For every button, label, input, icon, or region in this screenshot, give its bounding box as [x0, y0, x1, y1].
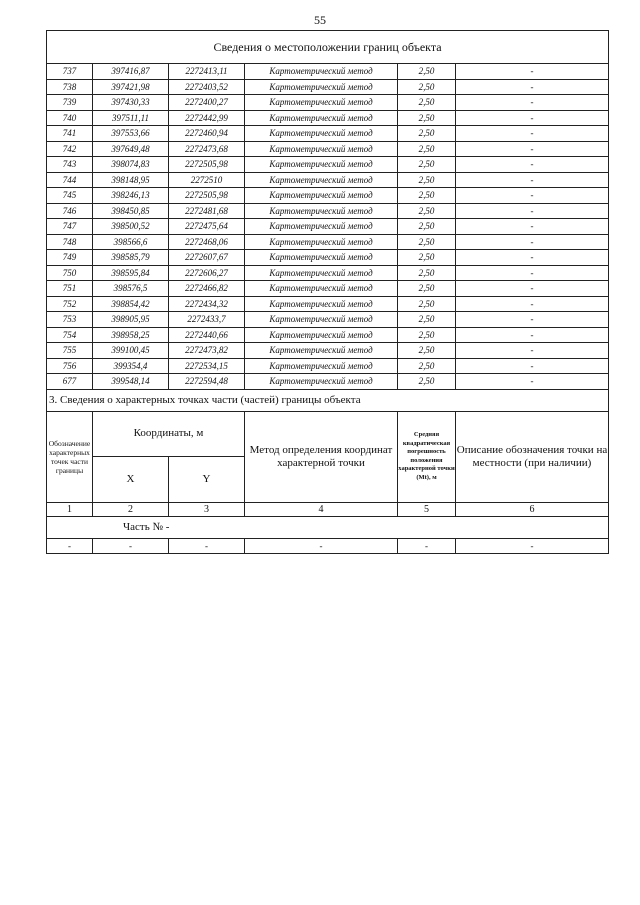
cell-desc: -: [456, 312, 609, 328]
table-row: [47, 219, 609, 235]
cell-n: 737: [47, 64, 93, 80]
cell-desc: -: [456, 296, 609, 312]
cell-mt: 2,50: [398, 157, 456, 173]
cell-y: 2272505,98: [169, 157, 245, 173]
cell-y: 2272460,94: [169, 126, 245, 142]
cell-x: 398958,25: [93, 327, 169, 343]
cell-n: 752: [47, 296, 93, 312]
table-row: [47, 157, 609, 173]
cell-desc: -: [456, 172, 609, 188]
cell-method: Картометрический метод: [245, 234, 398, 250]
cell-n: 677: [47, 374, 93, 390]
cell-y: 2272594,48: [169, 374, 245, 390]
cell-method: Картометрический метод: [245, 64, 398, 80]
header-y: Y: [169, 457, 245, 503]
cell-desc: -: [456, 157, 609, 173]
cell-x: 397511,11: [93, 110, 169, 126]
cell-n: 741: [47, 126, 93, 142]
cell-desc: -: [456, 327, 609, 343]
column-number: 5: [398, 502, 456, 516]
cell-y: 2272403,52: [169, 79, 245, 95]
cell-n: 744: [47, 172, 93, 188]
cell-x: 398576,5: [93, 281, 169, 297]
cell-mt: 2,50: [398, 110, 456, 126]
cell-method: Картометрический метод: [245, 327, 398, 343]
cell-x: 397649,48: [93, 141, 169, 157]
cell-mt: 2,50: [398, 312, 456, 328]
table-row: [47, 312, 609, 328]
empty-cell: -: [47, 538, 93, 553]
cell-desc: -: [456, 126, 609, 142]
cell-y: 2272413,11: [169, 64, 245, 80]
table-row: [47, 265, 609, 281]
empty-cell: -: [93, 538, 169, 553]
page-number: 55: [314, 13, 326, 27]
cell-mt: 2,50: [398, 79, 456, 95]
boundary-table: [46, 30, 609, 554]
section-header-row: [47, 31, 609, 64]
table-row: [47, 234, 609, 250]
cell-mt: 2,50: [398, 343, 456, 359]
cell-method: Картометрический метод: [245, 203, 398, 219]
cell-method: Картометрический метод: [245, 126, 398, 142]
cell-x: 399354,4: [93, 358, 169, 374]
cell-method: Картометрический метод: [245, 172, 398, 188]
table-row: [47, 281, 609, 297]
table-row: [47, 203, 609, 219]
cell-desc: -: [456, 95, 609, 111]
cell-mt: 2,50: [398, 374, 456, 390]
header-method: Метод определения координат характерной точки: [245, 411, 398, 502]
section3-row: [47, 389, 609, 411]
cell-method: Картометрический метод: [245, 95, 398, 111]
cell-method: Картометрический метод: [245, 188, 398, 204]
cell-y: 2272440,66: [169, 327, 245, 343]
header-mt: Средняя квадратическая погрешность положения характерной точки (Мt), м: [398, 411, 456, 502]
cell-y: 2272442,99: [169, 110, 245, 126]
cell-desc: -: [456, 203, 609, 219]
table-row: [47, 358, 609, 374]
cell-method: Картометрический метод: [245, 157, 398, 173]
cell-mt: 2,50: [398, 64, 456, 80]
cell-desc: -: [456, 281, 609, 297]
cell-y: 2272468,06: [169, 234, 245, 250]
cell-n: 751: [47, 281, 93, 297]
header-coords: Координаты, м: [93, 411, 245, 457]
table-row: [47, 538, 609, 553]
cell-y: 2272434,32: [169, 296, 245, 312]
cell-y: 2272433,7: [169, 312, 245, 328]
cell-mt: 2,50: [398, 172, 456, 188]
cell-y: 2272473,82: [169, 343, 245, 359]
cell-x: 399548,14: [93, 374, 169, 390]
cell-x: 398074,83: [93, 157, 169, 173]
cell-n: 747: [47, 219, 93, 235]
section3-title: 3. Сведения о характерных точках части (частей) границы объекта: [47, 389, 609, 411]
cell-x: 399100,45: [93, 343, 169, 359]
cell-x: 398148,95: [93, 172, 169, 188]
cell-n: 755: [47, 343, 93, 359]
part-label: Часть № -: [47, 516, 609, 538]
cell-x: 397421,98: [93, 79, 169, 95]
part-row: [47, 516, 609, 538]
cell-n: 749: [47, 250, 93, 266]
cell-mt: 2,50: [398, 250, 456, 266]
cell-y: 2272607,67: [169, 250, 245, 266]
table-row: [47, 188, 609, 204]
cell-y: 2272473,68: [169, 141, 245, 157]
cell-n: 748: [47, 234, 93, 250]
cell-desc: -: [456, 141, 609, 157]
cell-mt: 2,50: [398, 296, 456, 312]
header-row: [47, 411, 609, 457]
cell-y: 2272606,27: [169, 265, 245, 281]
table-row: [47, 250, 609, 266]
cell-y: 2272505,98: [169, 188, 245, 204]
cell-x: 398854,42: [93, 296, 169, 312]
cell-mt: 2,50: [398, 95, 456, 111]
cell-x: 397553,66: [93, 126, 169, 142]
cell-n: 743: [47, 157, 93, 173]
cell-method: Картометрический метод: [245, 358, 398, 374]
table-row: [47, 79, 609, 95]
cell-n: 754: [47, 327, 93, 343]
column-number: 3: [169, 502, 245, 516]
table-row: [47, 126, 609, 142]
empty-cell: -: [398, 538, 456, 553]
table-row: [47, 172, 609, 188]
cell-n: 740: [47, 110, 93, 126]
cell-mt: 2,50: [398, 327, 456, 343]
table-row: [47, 141, 609, 157]
cell-method: Картометрический метод: [245, 79, 398, 95]
cell-method: Картометрический метод: [245, 265, 398, 281]
cell-method: Картометрический метод: [245, 296, 398, 312]
empty-cell: -: [169, 538, 245, 553]
cell-y: 2272475,64: [169, 219, 245, 235]
cell-y: 2272510: [169, 172, 245, 188]
table-row: [47, 327, 609, 343]
cell-y: 2272481,68: [169, 203, 245, 219]
cell-n: 742: [47, 141, 93, 157]
cell-mt: 2,50: [398, 265, 456, 281]
cell-x: 397416,87: [93, 64, 169, 80]
cell-y: 2272534,15: [169, 358, 245, 374]
cell-x: 398500,52: [93, 219, 169, 235]
cell-desc: -: [456, 219, 609, 235]
cell-desc: -: [456, 343, 609, 359]
column-number-row: [47, 502, 609, 516]
cell-mt: 2,50: [398, 219, 456, 235]
cell-n: 756: [47, 358, 93, 374]
table-row: [47, 374, 609, 390]
cell-x: 398566,6: [93, 234, 169, 250]
cell-n: 753: [47, 312, 93, 328]
cell-x: 398905,95: [93, 312, 169, 328]
cell-x: 398595,84: [93, 265, 169, 281]
empty-cell: -: [245, 538, 398, 553]
cell-desc: -: [456, 64, 609, 80]
header-x: X: [93, 457, 169, 503]
cell-desc: -: [456, 250, 609, 266]
table-row: [47, 64, 609, 80]
column-number: 2: [93, 502, 169, 516]
cell-desc: -: [456, 234, 609, 250]
column-number: 6: [456, 502, 609, 516]
cell-x: 398246,13: [93, 188, 169, 204]
cell-method: Картометрический метод: [245, 281, 398, 297]
column-number: 1: [47, 502, 93, 516]
cell-method: Картометрический метод: [245, 110, 398, 126]
cell-desc: -: [456, 79, 609, 95]
cell-desc: -: [456, 358, 609, 374]
table-row: [47, 110, 609, 126]
cell-n: 746: [47, 203, 93, 219]
cell-n: 750: [47, 265, 93, 281]
cell-n: 739: [47, 95, 93, 111]
cell-mt: 2,50: [398, 126, 456, 142]
cell-x: 398450,85: [93, 203, 169, 219]
cell-desc: -: [456, 265, 609, 281]
cell-x: 398585,79: [93, 250, 169, 266]
empty-cell: -: [456, 538, 609, 553]
cell-mt: 2,50: [398, 358, 456, 374]
header-desc: Описание обозначения точки на местности (при наличии): [456, 411, 609, 502]
table-row: [47, 296, 609, 312]
cell-y: 2272400,27: [169, 95, 245, 111]
table-row: [47, 343, 609, 359]
cell-x: 397430,33: [93, 95, 169, 111]
table-row: [47, 95, 609, 111]
cell-mt: 2,50: [398, 234, 456, 250]
cell-mt: 2,50: [398, 281, 456, 297]
cell-method: Картометрический метод: [245, 312, 398, 328]
cell-mt: 2,50: [398, 188, 456, 204]
cell-method: Картометрический метод: [245, 141, 398, 157]
cell-y: 2272466,82: [169, 281, 245, 297]
cell-method: Картометрический метод: [245, 219, 398, 235]
cell-mt: 2,50: [398, 141, 456, 157]
cell-method: Картометрический метод: [245, 250, 398, 266]
cell-method: Картометрический метод: [245, 374, 398, 390]
cell-n: 738: [47, 79, 93, 95]
cell-n: 745: [47, 188, 93, 204]
column-number: 4: [245, 502, 398, 516]
cell-desc: -: [456, 374, 609, 390]
cell-desc: -: [456, 188, 609, 204]
cell-mt: 2,50: [398, 203, 456, 219]
section-title: Сведения о местоположении границ объекта: [47, 31, 609, 64]
header-point-label: Обозначение характерных точек части границы: [47, 411, 93, 502]
cell-method: Картометрический метод: [245, 343, 398, 359]
cell-desc: -: [456, 110, 609, 126]
